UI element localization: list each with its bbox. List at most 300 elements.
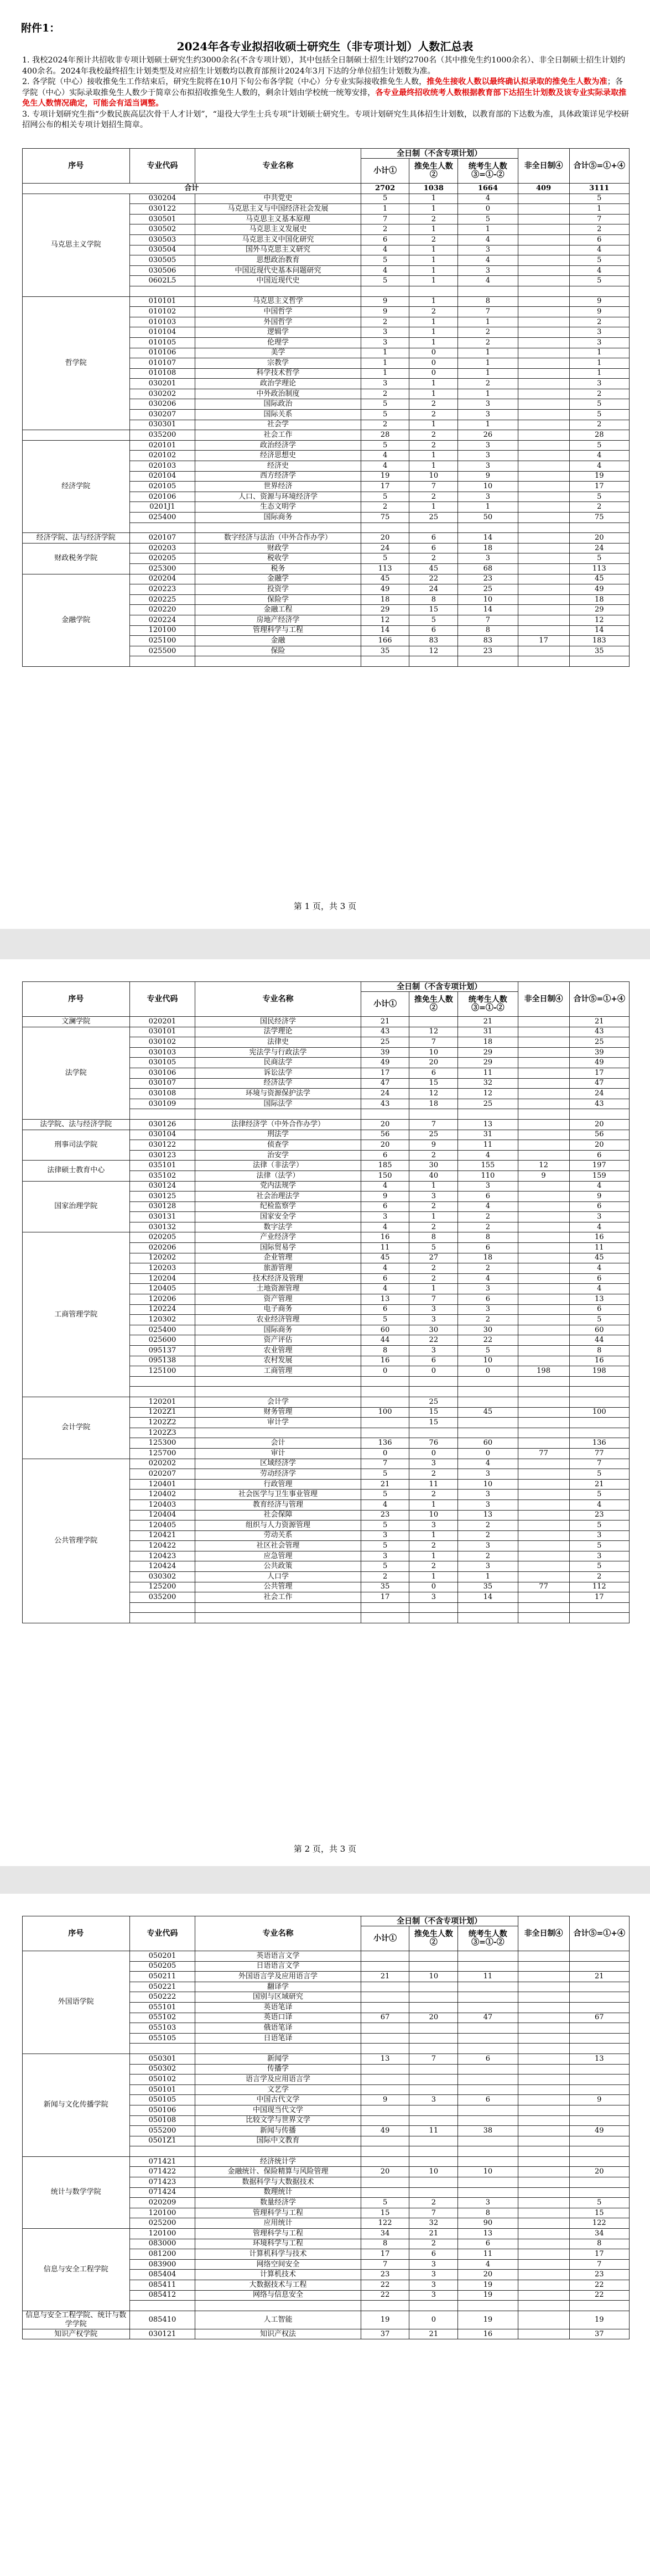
exam-cell: 3 <box>458 553 518 564</box>
parttime-cell <box>518 245 569 255</box>
total-cell: 5 <box>569 1561 629 1572</box>
exam-cell: 6 <box>458 2239 518 2249</box>
parttime-cell <box>518 410 569 420</box>
major-name-cell: 国际政治 <box>195 399 361 410</box>
exam-cell: 14 <box>458 533 518 544</box>
exam-cell: 3 <box>458 399 518 410</box>
parttime-cell <box>518 625 569 636</box>
major-name-cell: 公共政策 <box>195 1561 361 1572</box>
major-code-cell: 120203 <box>129 1263 195 1274</box>
major-code-cell: 120404 <box>129 1510 195 1520</box>
subtotal-cell: 113 <box>361 563 409 574</box>
major-code-cell: 020203 <box>129 543 195 553</box>
subtotal-cell: 28 <box>361 430 409 441</box>
major-name-cell: 审计学 <box>195 1418 361 1428</box>
major-code-cell: 020224 <box>129 615 195 625</box>
major-name-cell: 纪检监察学 <box>195 1201 361 1212</box>
table-row <box>23 1459 630 1469</box>
major-code-cell: 055200 <box>129 2126 195 2136</box>
subtotal-cell: 5 <box>361 255 409 266</box>
major-code-cell: 030201 <box>129 379 195 389</box>
recommended-cell: 2 <box>409 1469 458 1480</box>
major-code-cell: 025600 <box>129 1335 195 1346</box>
subtotal-cell: 22 <box>361 2280 409 2291</box>
subtotal-cell: 17 <box>361 1068 409 1078</box>
exam-cell: 16 <box>458 2329 518 2339</box>
major-code-cell: 030503 <box>129 234 195 245</box>
major-code-cell: 120405 <box>129 1520 195 1531</box>
subtotal-cell: 56 <box>361 1130 409 1140</box>
recommended-cell <box>409 2105 458 2115</box>
parttime-cell <box>518 553 569 564</box>
total-cell: 1 <box>569 348 629 358</box>
total-cell: 7 <box>569 214 629 224</box>
major-code-cell: 020104 <box>129 471 195 482</box>
total-cell: 13 <box>569 2054 629 2064</box>
recommended-cell <box>409 1613 458 1623</box>
major-name-cell: 投资学 <box>195 584 361 595</box>
major-code-cell: 071423 <box>129 2177 195 2188</box>
major-name-cell: 工商管理 <box>195 1366 361 1377</box>
subtotal-cell: 5 <box>361 276 409 286</box>
recommended-cell: 2 <box>409 492 458 502</box>
major-code-cell: 025200 <box>129 2218 195 2229</box>
total-cell: 23 <box>569 2270 629 2280</box>
total-cell: 9 <box>569 307 629 317</box>
exam-cell: 31 <box>458 1130 518 1140</box>
major-code-cell: 0201J1 <box>129 502 195 513</box>
major-name-cell: 党内法规学 <box>195 1181 361 1192</box>
major-code-cell: 085410 <box>129 2311 195 2329</box>
subtotal-cell: 4 <box>361 265 409 276</box>
major-name-cell: 马克思主义发展史 <box>195 224 361 235</box>
exam-cell: 50 <box>458 513 518 523</box>
recommended-cell: 1 <box>409 296 458 307</box>
total-cell <box>569 1387 629 1397</box>
exam-cell: 2 <box>458 337 518 348</box>
parttime-cell <box>518 1561 569 1572</box>
subtotal-cell: 3 <box>361 379 409 389</box>
parttime-cell: 9 <box>518 1171 569 1181</box>
subtotal-cell: 20 <box>361 1140 409 1151</box>
parttime-cell <box>518 348 569 358</box>
recommended-cell: 7 <box>409 1119 458 1130</box>
subtotal-cell: 37 <box>361 2329 409 2339</box>
major-name-cell: 语言学及应用语言学 <box>195 2075 361 2085</box>
major-name-cell: 国际贸易学 <box>195 1243 361 1253</box>
recommended-cell: 30 <box>409 1161 458 1171</box>
major-name-cell: 国际商务 <box>195 513 361 523</box>
parttime-cell <box>518 615 569 625</box>
major-name-cell: 劳动关系 <box>195 1530 361 1541</box>
major-code-cell: 025400 <box>129 513 195 523</box>
exam-cell: 3 <box>458 492 518 502</box>
exam-cell: 4 <box>458 1273 518 1284</box>
parttime-cell: 198 <box>518 1366 569 1377</box>
total-cell: 5 <box>569 194 629 204</box>
subtotal-cell: 5 <box>361 1520 409 1531</box>
recommended-cell <box>409 2156 458 2167</box>
recommended-cell: 6 <box>409 625 458 636</box>
exam-cell: 3 <box>458 1490 518 1500</box>
major-code-cell: 030104 <box>129 1130 195 1140</box>
parttime-cell <box>518 420 569 430</box>
subtotal-cell: 49 <box>361 2126 409 2136</box>
exam-cell <box>458 2177 518 2188</box>
major-name-cell: 税收学 <box>195 553 361 564</box>
recommended-cell: 3 <box>409 1315 458 1325</box>
major-name-cell: 国外马克思主义研究 <box>195 245 361 255</box>
subtotal-cell: 45 <box>361 574 409 584</box>
table-row <box>23 1027 630 1037</box>
subtotal-cell: 2702 <box>361 184 409 194</box>
total-cell: 197 <box>569 1161 629 1171</box>
exam-cell: 60 <box>458 1438 518 1449</box>
recommended-cell: 2 <box>409 399 458 410</box>
subtotal-cell: 23 <box>361 2270 409 2280</box>
exam-cell <box>458 2105 518 2115</box>
subtotal-cell: 4 <box>361 461 409 472</box>
total-cell: 11 <box>569 1243 629 1253</box>
parttime-cell: 77 <box>518 1582 569 1592</box>
subtotal-cell <box>361 2156 409 2167</box>
major-name-cell: 行政管理 <box>195 1479 361 1490</box>
exam-cell: 3 <box>458 1499 518 1510</box>
major-name-cell: 税务 <box>195 563 361 574</box>
major-name-cell: 政治经济学 <box>195 440 361 451</box>
attachment-label: 附件1： <box>21 22 60 34</box>
major-code-cell: 030124 <box>129 1181 195 1192</box>
major-code-cell: 030202 <box>129 389 195 399</box>
total-cell: 12 <box>569 615 629 625</box>
recommended-cell: 15 <box>409 605 458 615</box>
exam-cell <box>458 1982 518 1992</box>
total-cell: 159 <box>569 1171 629 1181</box>
major-name-cell: 管理科学与工程 <box>195 2229 361 2239</box>
major-code-cell: 1202Z3 <box>129 1428 195 1438</box>
subtotal-cell: 9 <box>361 296 409 307</box>
major-code-cell: 030106 <box>129 1068 195 1078</box>
exam-cell: 1 <box>458 389 518 399</box>
recommended-cell: 5 <box>409 1243 458 1253</box>
exam-cell: 3 <box>458 1181 518 1192</box>
exam-cell: 11 <box>458 2249 518 2260</box>
recommended-cell: 2 <box>409 1561 458 1572</box>
major-code-cell: 050106 <box>129 2105 195 2115</box>
total-cell <box>569 2033 629 2044</box>
parttime-cell <box>518 1099 569 1109</box>
total-cell <box>569 2136 629 2146</box>
major-name-cell <box>195 2044 361 2054</box>
subtotal-cell <box>361 2115 409 2126</box>
page-footer-2: 第 2 页，共 3 页 <box>293 1844 357 1854</box>
recommended-cell: 1 <box>409 1572 458 1582</box>
subtotal-cell: 20 <box>361 1119 409 1130</box>
major-name-cell: 社会工作 <box>195 1592 361 1603</box>
recommended-cell: 7 <box>409 1037 458 1048</box>
parttime-cell <box>518 1315 569 1325</box>
parttime-cell <box>518 2126 569 2136</box>
major-name-cell: 国际中文教育 <box>195 2136 361 2146</box>
major-code-cell: 071424 <box>129 2187 195 2198</box>
major-code-cell <box>129 1613 195 1623</box>
recommended-cell: 1 <box>409 255 458 266</box>
recommended-cell <box>409 2177 458 2188</box>
parttime-cell <box>518 2329 569 2339</box>
exam-cell: 3 <box>458 1561 518 1572</box>
subtotal-cell <box>361 1992 409 2003</box>
table-row <box>23 296 630 307</box>
exam-cell: 2 <box>458 379 518 389</box>
exam-cell <box>458 2115 518 2126</box>
major-name-cell: 政治学理论 <box>195 379 361 389</box>
exam-cell: 3 <box>458 1284 518 1294</box>
recommended-cell: 0 <box>409 1582 458 1592</box>
major-name-cell: 外国哲学 <box>195 317 361 327</box>
exam-cell: 13 <box>458 1510 518 1520</box>
recommended-cell <box>409 1951 458 1962</box>
exam-cell <box>458 2002 518 2013</box>
major-name-cell: 知识产权法 <box>195 2329 361 2339</box>
exam-cell: 5 <box>458 1346 518 1356</box>
major-code-cell: 120403 <box>129 1499 195 1510</box>
college-cell: 会计学院 <box>23 1397 130 1459</box>
major-name-cell: 马克思主义中国化研究 <box>195 234 361 245</box>
exam-cell: 4 <box>458 234 518 245</box>
subtotal-cell: 75 <box>361 513 409 523</box>
parttime-cell <box>518 1602 569 1613</box>
major-code-cell <box>129 1602 195 1613</box>
subtotal-cell: 5 <box>361 1469 409 1480</box>
recommended-cell: 0 <box>409 368 458 379</box>
major-code-cell: 071421 <box>129 2156 195 2167</box>
parttime-cell <box>518 2095 569 2105</box>
subtotal-cell: 60 <box>361 1325 409 1335</box>
major-code-cell: 030121 <box>129 2329 195 2339</box>
college-cell: 经济学院、法与经济学院 <box>23 533 130 544</box>
total-cell: 19 <box>569 471 629 482</box>
recommended-cell: 1 <box>409 502 458 513</box>
major-code-cell: 050102 <box>129 2075 195 2085</box>
recommended-cell: 10 <box>409 1047 458 1058</box>
subtotal-cell: 6 <box>361 1201 409 1212</box>
total-cell <box>569 2301 629 2311</box>
subtotal-cell: 21 <box>361 1017 409 1027</box>
recommended-cell <box>409 1387 458 1397</box>
exam-cell: 19 <box>458 2311 518 2329</box>
exam-cell: 6 <box>458 2095 518 2105</box>
major-name-cell: 教育经济与管理 <box>195 1499 361 1510</box>
major-code-cell: 050101 <box>129 2084 195 2095</box>
recommended-cell: 2 <box>409 1490 458 1500</box>
subtotal-cell: 5 <box>361 399 409 410</box>
subtotal-cell: 8 <box>361 1346 409 1356</box>
parttime-cell <box>518 1119 569 1130</box>
recommended-cell: 1 <box>409 194 458 204</box>
major-code-cell: 095137 <box>129 1346 195 1356</box>
total-cell <box>569 1428 629 1438</box>
major-code-cell: 085412 <box>129 2290 195 2301</box>
major-name-cell: 数量经济学 <box>195 2198 361 2208</box>
major-code-cell: 120100 <box>129 2229 195 2239</box>
parttime-cell <box>518 1150 569 1161</box>
recommended-cell: 6 <box>409 2249 458 2260</box>
page-gap <box>0 1866 650 1894</box>
exam-cell <box>458 1951 518 1962</box>
total-cell <box>569 2105 629 2115</box>
total-cell: 43 <box>569 1099 629 1109</box>
exam-cell: 1 <box>458 502 518 513</box>
col-header-fulltime-group: 全日制（不含专项计划） <box>361 982 518 992</box>
total-cell: 22 <box>569 2280 629 2291</box>
parttime-cell <box>518 584 569 595</box>
exam-cell: 11 <box>458 1140 518 1151</box>
subtotal-cell <box>361 2002 409 2013</box>
subtotal-cell: 34 <box>361 2229 409 2239</box>
total-cell <box>569 1418 629 1428</box>
major-name-cell: 马克思主义与中国经济社会发展 <box>195 204 361 215</box>
recommended-cell: 2 <box>409 214 458 224</box>
subtotal-cell <box>361 2146 409 2157</box>
major-code-cell <box>129 1376 195 1387</box>
subtotal-cell: 7 <box>361 214 409 224</box>
exam-cell: 9 <box>458 471 518 482</box>
parttime-cell <box>518 286 569 296</box>
subtotal-cell: 4 <box>361 1499 409 1510</box>
total-cell: 17 <box>569 2249 629 2260</box>
recommended-cell: 3 <box>409 2270 458 2280</box>
recommended-cell: 1 <box>409 1551 458 1561</box>
exam-cell: 30 <box>458 1325 518 1335</box>
subtotal-cell: 2 <box>361 502 409 513</box>
parttime-cell <box>518 1428 569 1438</box>
major-name-cell: 刑法学 <box>195 1130 361 1140</box>
subtotal-cell: 3 <box>361 327 409 338</box>
major-name-cell: 管理科学与工程 <box>195 2208 361 2218</box>
subtotal-cell <box>361 1982 409 1992</box>
recommended-cell <box>409 2002 458 2013</box>
parttime-cell <box>518 1294 569 1305</box>
major-code-cell: 030103 <box>129 1047 195 1058</box>
subtotal-cell: 5 <box>361 492 409 502</box>
total-cell <box>569 2023 629 2034</box>
recommended-cell: 15 <box>409 1407 458 1418</box>
subtotal-cell <box>361 2033 409 2044</box>
table-row <box>23 2229 630 2239</box>
total-cell: 75 <box>569 513 629 523</box>
recommended-cell: 11 <box>409 2126 458 2136</box>
subtotal-cell: 6 <box>361 1304 409 1315</box>
major-code-cell <box>129 2044 195 2054</box>
major-code-cell: 120405 <box>129 1284 195 1294</box>
major-code-cell: 020209 <box>129 2198 195 2208</box>
parttime-cell <box>518 2290 569 2301</box>
total-cell: 4 <box>569 1284 629 1294</box>
total-cell: 43 <box>569 1027 629 1037</box>
exam-cell: 6 <box>458 2054 518 2064</box>
major-code-cell: 030108 <box>129 1089 195 1099</box>
total-cell <box>569 1992 629 2003</box>
major-name-cell: 传播学 <box>195 2064 361 2075</box>
major-name-cell: 经济思想史 <box>195 451 361 461</box>
total-cell: 6 <box>569 1304 629 1315</box>
subtotal-cell <box>361 522 409 533</box>
recommended-cell <box>409 1376 458 1387</box>
major-code-cell: 030207 <box>129 410 195 420</box>
subtotal-cell: 9 <box>361 1192 409 1202</box>
col-header-recommended: 推免生人数② <box>409 992 458 1017</box>
total-cell <box>569 1982 629 1992</box>
major-name-cell: 新闻学 <box>195 2054 361 2064</box>
subtotal-cell: 17 <box>361 2249 409 2260</box>
total-cell: 7 <box>569 2259 629 2270</box>
total-cell: 20 <box>569 2167 629 2177</box>
total-cell: 22 <box>569 2290 629 2301</box>
major-name-cell: 日语笔译 <box>195 2033 361 2044</box>
major-name-cell: 法律经济学（中外合作办学） <box>195 1119 361 1130</box>
recommended-cell: 2 <box>409 1222 458 1232</box>
parttime-cell <box>518 1335 569 1346</box>
major-name-cell <box>195 286 361 296</box>
major-name-cell: 数字法学 <box>195 1222 361 1232</box>
document-page-3 <box>0 1894 650 2576</box>
major-name-cell: 应急管理 <box>195 1551 361 1561</box>
exam-cell: 4 <box>458 1150 518 1161</box>
subtotal-cell <box>361 1109 409 1120</box>
major-name-cell: 人口、资源与环境经济学 <box>195 492 361 502</box>
exam-cell: 1 <box>458 1572 518 1582</box>
parttime-cell <box>518 533 569 544</box>
exam-cell: 4 <box>458 194 518 204</box>
recommended-cell: 18 <box>409 1099 458 1109</box>
major-name-cell: 技术经济及管理 <box>195 1273 361 1284</box>
table-row <box>23 543 630 553</box>
col-header-college: 序号 <box>23 149 130 184</box>
quota-table-page-1 <box>22 148 630 667</box>
total-cell: 5 <box>569 1541 629 1551</box>
exam-cell: 35 <box>458 1582 518 1592</box>
exam-cell: 3 <box>458 245 518 255</box>
major-name-cell: 比较文学与世界文学 <box>195 2115 361 2126</box>
college-cell: 法律硕士教育中心 <box>23 1161 130 1181</box>
parttime-cell <box>518 1222 569 1232</box>
major-code-cell: 020223 <box>129 584 195 595</box>
subtotal-cell: 16 <box>361 1232 409 1243</box>
subtotal-cell: 43 <box>361 1099 409 1109</box>
major-name-cell: 环境与资源保护法学 <box>195 1089 361 1099</box>
total-cell: 113 <box>569 563 629 574</box>
parttime-cell <box>518 265 569 276</box>
total-cell: 25 <box>569 1037 629 1048</box>
major-code-cell: 030132 <box>129 1222 195 1232</box>
total-cell: 60 <box>569 1325 629 1335</box>
total-cell: 16 <box>569 1232 629 1243</box>
major-code-cell: 030505 <box>129 255 195 266</box>
exam-cell: 3 <box>458 461 518 472</box>
exam-cell: 3 <box>458 440 518 451</box>
major-code-cell: 030204 <box>129 194 195 204</box>
major-code-cell: 095138 <box>129 1356 195 1366</box>
table-row <box>23 1951 630 1962</box>
exam-cell: 29 <box>458 1058 518 1068</box>
parttime-cell <box>518 2177 569 2188</box>
col-header-subtotal: 小计① <box>361 159 409 184</box>
total-cell: 20 <box>569 1140 629 1151</box>
exam-cell <box>458 1418 518 1428</box>
major-name-cell: 国际法学 <box>195 1099 361 1109</box>
major-name-cell: 中国近现代史基本问题研究 <box>195 265 361 276</box>
major-code-cell: 030105 <box>129 1058 195 1068</box>
